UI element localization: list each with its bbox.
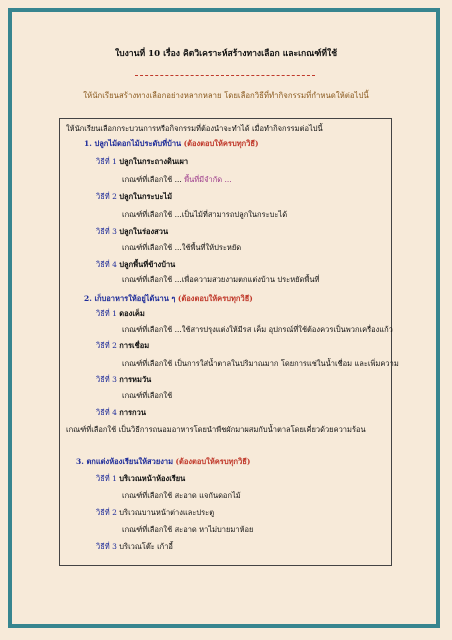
section-3-way-2-criteria <box>122 525 253 535</box>
criteria-label: เกณฑ์ที่เลือกใช้ <box>66 425 117 434</box>
way-item: การหมวัน <box>119 375 152 384</box>
section-1-way-1-criteria <box>122 175 232 185</box>
way-label: วิธีที่ 2 <box>96 341 117 350</box>
criteria-value: ใช้พื้นที่ให้ประหยัด <box>181 243 242 252</box>
section-2-way-3 <box>96 375 151 385</box>
criteria-label: เกณฑ์ที่เลือกใช้ <box>122 491 173 500</box>
way-label: วิธีที่ 3 <box>96 542 117 551</box>
way-item: บริเวณบานหน้าต่างและประตู <box>119 508 215 517</box>
criteria-label: เกณฑ์ที่เลือกใช้ <box>122 391 173 400</box>
section-3-way-2 <box>96 508 214 518</box>
section-2-way-2 <box>96 341 149 351</box>
section-2-way-3-criteria <box>122 391 172 401</box>
section-1-way-3-criteria <box>122 243 241 253</box>
section-3-heading <box>76 457 250 467</box>
criteria-label: เกณฑ์ที่เลือกใช้ ... <box>122 175 182 184</box>
criteria-label: เกณฑ์ที่เลือกใช้ <box>122 359 173 368</box>
way-label: วิธีที่ 1 <box>96 309 117 318</box>
way-item: ปลูกในร่องสวน <box>119 227 169 236</box>
title-divider <box>135 75 315 76</box>
section-2-way-2-criteria <box>122 359 399 369</box>
section-3-title: 3. ตกแต่งห้องเรียนให้สวยงาม <box>76 457 174 466</box>
worksheet-box <box>59 118 399 566</box>
section-1-way-2 <box>96 192 172 202</box>
section-2-title: 2. เก็บอาหารให้อยู่ได้นาน ๆ <box>84 294 176 303</box>
criteria-value: สะอาด หาไม่บายมาห้อย <box>174 525 254 534</box>
section-1-way-4 <box>96 260 175 270</box>
criteria-value: เป็นไม้ที่สามารถปลูกในกระบะได้ <box>181 210 288 219</box>
way-item: บริเวณโต๊ะ เก้าอี้ <box>119 542 173 551</box>
way-label: วิธีที่ 3 <box>96 375 117 384</box>
section-3-way-1-criteria <box>122 491 241 501</box>
section-2-way-1-criteria <box>122 325 393 335</box>
criteria-value: สะอาด แจกันดอกไม้ <box>174 491 241 500</box>
way-label: วิธีที่ 1 <box>96 474 117 483</box>
section-1-title: 1. ปลูกไม้ดอกไม้ประดับที่บ้าน <box>84 139 182 148</box>
section-2-heading <box>84 294 253 304</box>
section-2-way-1 <box>96 309 145 319</box>
section-1-way-1 <box>96 157 188 167</box>
way-label: วิธีที่ 3 <box>96 227 117 236</box>
page-title: ใบงานที่ 10 เรื่อง คิดวิเคราะห์สร้างทางเลือก และเกณฑ์ที่ใช้ <box>114 49 338 59</box>
way-label: วิธีที่ 2 <box>96 192 117 201</box>
section-2-required: (ต้องตอบให้ครบทุกวิธี) <box>177 294 253 303</box>
way-item: ปลูกในกระบะไม้ <box>119 192 173 201</box>
criteria-label: เกณฑ์ที่เลือกใช้ <box>122 525 173 534</box>
way-label: วิธีที่ 2 <box>96 508 117 517</box>
criteria-label: เกณฑ์ที่เลือกใช้ ... <box>122 275 182 284</box>
criteria-value: เป็นวิธีการถนอมอาหารโดยนำพืชผักมาผสมกับน้ำตาลโดยเคี่ยวด้วยความร้อน <box>118 425 366 434</box>
criteria-label: เกณฑ์ที่เลือกใช้ ... <box>122 210 182 219</box>
criteria-value: พื้นที่มีจำกัด ... <box>184 175 232 184</box>
instruction-text: ให้นักเรียนเลือกกระบวนการหรือกิจกรรมที่ต้องนำจะทำได้ เมื่อทำกิจกรรมต่อไปนี้ <box>66 124 323 133</box>
section-3-way-1 <box>96 474 185 484</box>
way-item: ปลูกในกระถางดินเผา <box>119 157 189 166</box>
way-label: วิธีที่ 4 <box>96 260 117 269</box>
way-item: ปลูกพื้นที่ข้างบ้าน <box>119 260 176 269</box>
criteria-label: เกณฑ์ที่เลือกใช้ ... <box>122 325 182 334</box>
way-item: ดองเค็ม <box>119 309 145 318</box>
way-item: บริเวณหน้าห้องเรียน <box>119 474 186 483</box>
way-label: วิธีที่ 1 <box>96 157 117 166</box>
criteria-value: ใช้สารปรุงแต่งให้มีรส เค็ม อุปกรณ์ที่ใช้ต้องควรเป็นพวกเครื่องแก้ว <box>181 325 393 334</box>
criteria-value: เป็นการใส่น้ำตาลในปริมาณมาก โดยการแช่ในน้ำเชื่อม และเพิ่มความ <box>174 359 399 368</box>
criteria-label: เกณฑ์ที่เลือกใช้ ... <box>122 243 182 252</box>
way-label: วิธีที่ 4 <box>96 408 117 417</box>
criteria-value: เพื่อความสวยงามตกแต่งบ้าน ประหยัดพื้นที่ <box>181 275 320 284</box>
section-3-required: (ต้องตอบให้ครบทุกวิธี) <box>175 457 251 466</box>
section-1-heading <box>84 139 259 149</box>
section-1-way-2-criteria <box>122 210 287 220</box>
section-3-way-3 <box>96 542 173 552</box>
section-2-way-4 <box>96 408 146 418</box>
section-1-way-4-criteria <box>122 275 319 285</box>
way-item: การกวน <box>119 408 146 417</box>
intro-text: ให้นักเรียนสร้างทางเลือกอย่างหลากหลาย โดยเลือกวิธีที่ทำกิจกรรมที่กำหนดให้ต่อไปนี้ <box>83 91 369 100</box>
section-1-required: (ต้องตอบให้ครบทุกวิธี) <box>183 139 259 148</box>
section-2-way-4-criteria <box>66 425 366 435</box>
way-item: การเชื่อม <box>119 341 150 350</box>
section-1-way-3 <box>96 227 168 237</box>
